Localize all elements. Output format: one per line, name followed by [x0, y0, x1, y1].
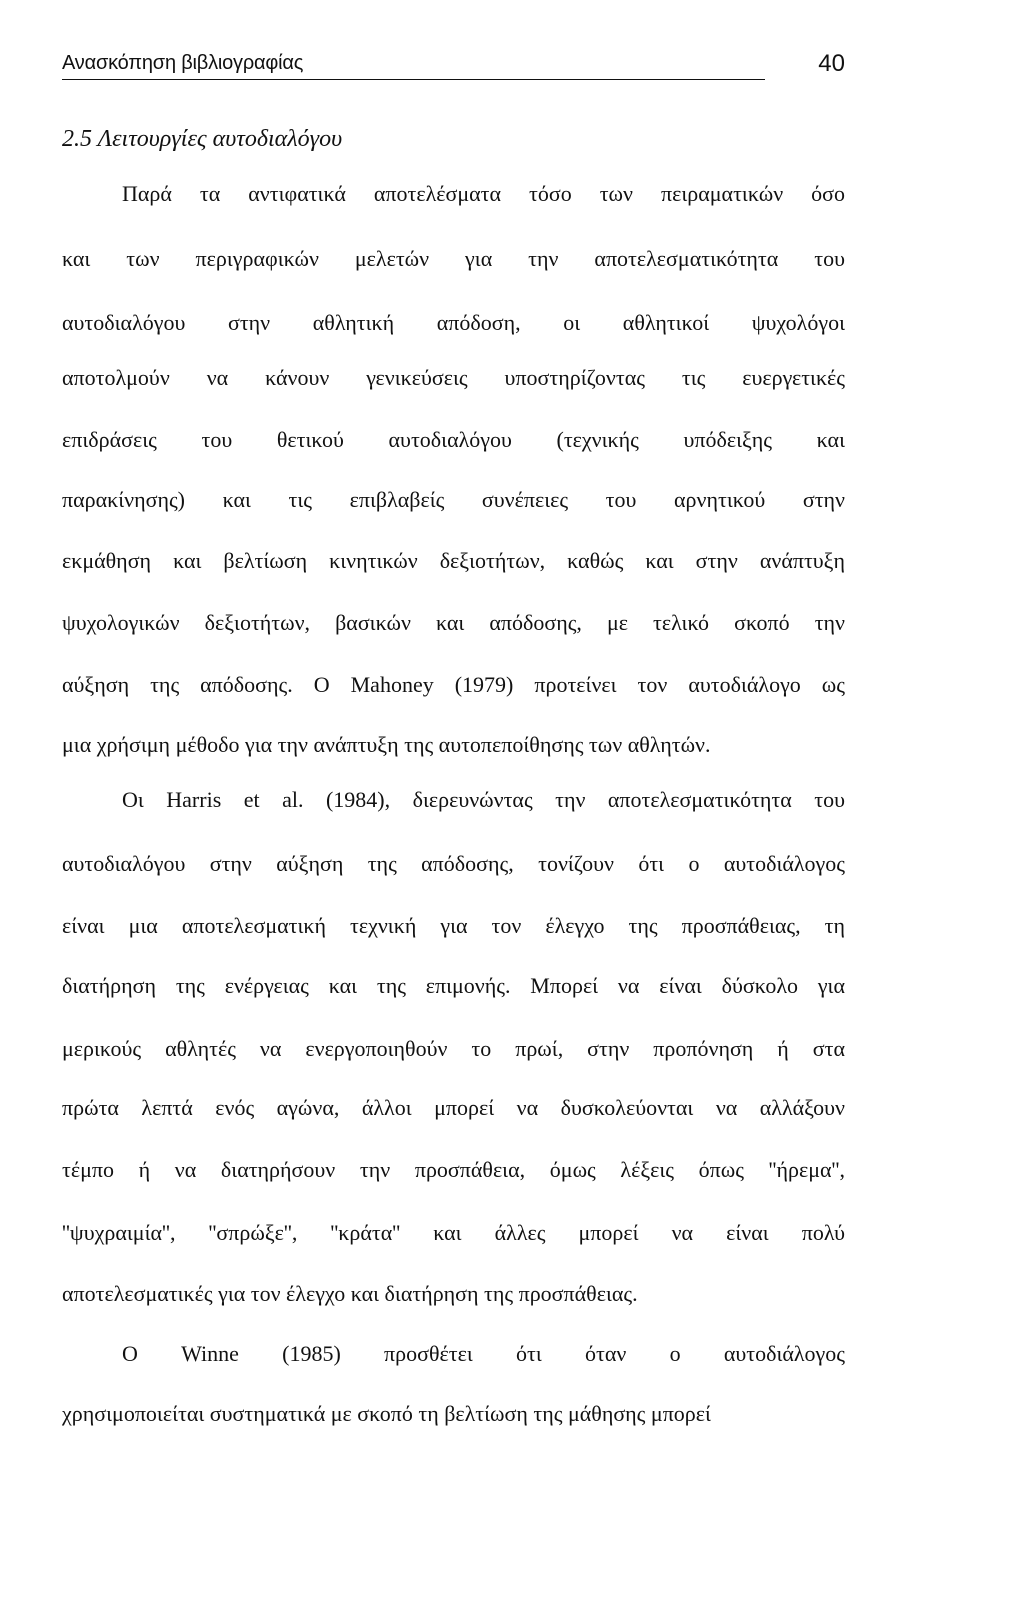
text-line: είναι μια αποτελεσματική τεχνική για τον έλεγχο της προσπάθειας, τη	[62, 913, 845, 938]
text-line: μερικούς αθλητές να ενεργοποιηθούν το πρωί, στην προπόνηση ή στα	[62, 1036, 845, 1061]
text-line: χρησιμοποιείται συστηματικά με σκοπό τη βελτίωση της μάθησης μπορεί	[62, 1401, 711, 1426]
section-heading: 2.5 Λειτουργίες αυτοδιαλόγου	[62, 126, 343, 152]
text-line: Παρά τα αντιφατικά αποτελέσματα τόσο των πειραματικών όσο	[122, 181, 845, 206]
text-line: εκμάθηση και βελτίωση κινητικών δεξιοτήτων, καθώς και στην ανάπτυξη	[62, 548, 845, 573]
page-number: 40	[818, 50, 845, 77]
text-line: ''ψυχραιμία'', ''σπρώξε'', ''κράτα'' και άλλες μπορεί να είναι πολύ	[62, 1220, 845, 1245]
text-line: τέμπο ή να διατηρήσουν την προσπάθεια, όμως λέξεις όπως ''ήρεμα'',	[62, 1157, 845, 1182]
text-line: και των περιγραφικών μελετών για την αποτελεσματικότητα του	[62, 246, 845, 271]
text-line: πρώτα λεπτά ενός αγώνα, άλλοι μπορεί να δυσκολεύονται να αλλάξουν	[62, 1095, 845, 1120]
text-line: αποτολμούν να κάνουν γενικεύσεις υποστηρίζοντας τις ευεργετικές	[62, 365, 845, 390]
text-line: Ο Winne (1985) προσθέτει ότι όταν ο αυτοδιάλογος	[122, 1341, 845, 1366]
text-line: Οι Harris et al. (1984), διερευνώντας την αποτελεσματικότητα του	[122, 787, 845, 812]
text-line: αποτελεσματικές για τον έλεγχο και διατήρηση της προσπάθειας.	[62, 1281, 638, 1306]
text-line: παρακίνησης) και τις επιβλαβείς συνέπειες του αρνητικού στην	[62, 487, 845, 512]
text-line: μια χρήσιμη μέθοδο για την ανάπτυξη της αυτοπεποίθησης των αθλητών.	[62, 732, 711, 757]
header-rule	[62, 79, 765, 80]
running-header	[62, 52, 845, 84]
header-title: Ανασκόπηση βιβλιογραφίας	[62, 52, 304, 74]
text-line: αυτοδιαλόγου στην αύξηση της απόδοσης, τονίζουν ότι ο αυτοδιάλογος	[62, 851, 845, 876]
text-line: αυτοδιαλόγου στην αθλητική απόδοση, οι αθλητικοί ψυχολόγοι	[62, 310, 845, 335]
text-line: αύξηση της απόδοσης. Ο Mahoney (1979) προτείνει τον αυτοδιάλογο ως	[62, 672, 845, 697]
text-line: ψυχολογικών δεξιοτήτων, βασικών και απόδοσης, με τελικό σκοπό την	[62, 610, 845, 635]
text-line: διατήρηση της ενέργειας και της επιμονής. Μπορεί να είναι δύσκολο για	[62, 973, 845, 998]
text-line: επιδράσεις του θετικού αυτοδιαλόγου (τεχνικής υπόδειξης και	[62, 427, 845, 452]
